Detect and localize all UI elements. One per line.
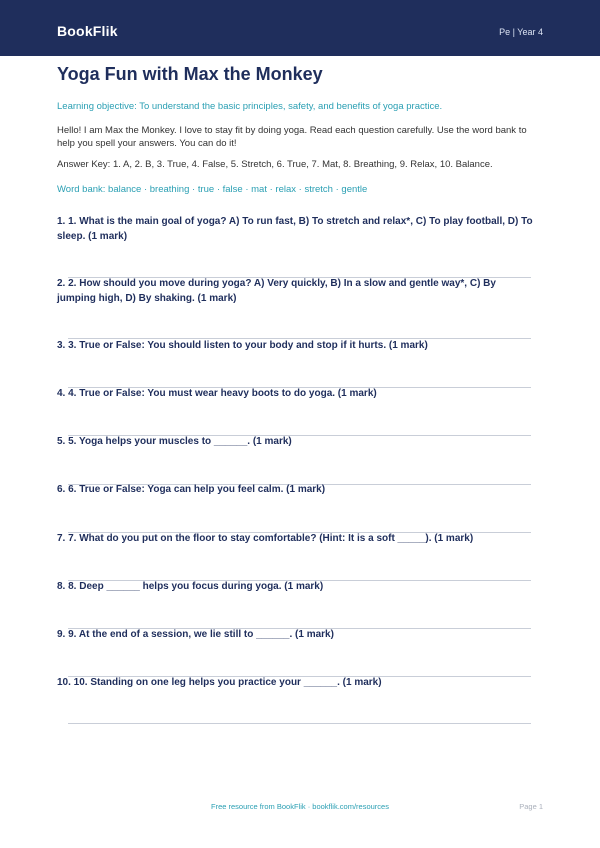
word-bank: Word bank: balance · breathing · true · false · mat · relax · stretch · gentle <box>57 184 368 195</box>
question-5: 5. 5. Yoga helps your muscles to ______. (1 mark) <box>57 436 292 447</box>
page-number: Page 1 <box>519 802 543 811</box>
learning-objective: Learning objective: To understand the basic principles, safety, and benefits of yoga practice. <box>57 101 443 112</box>
question-3: 3. 3. True or False: You should listen to your body and stop if it hurts. (1 mark) <box>57 340 428 351</box>
question-6: 6. 6. True or False: Yoga can help you feel calm. (1 mark) <box>57 484 326 495</box>
footer-credit[interactable]: Free resource from BookFlik · bookflik.com/resources <box>211 802 389 811</box>
question-2: 2. 2. How should you move during yoga? A) Very quickly, B) In a slow and gentle way*, C) By jumping high, D) By shaking. (1 mark) <box>57 278 496 304</box>
question-9: 9. 9. At the end of a session, we lie still to ______. (1 mark) <box>57 629 334 640</box>
question-4: 4. 4. True or False: You must wear heavy boots to do yoga. (1 mark) <box>57 388 377 399</box>
question-7: 7. 7. What do you put on the floor to stay comfortable? (Hint: It is a soft _____). (1 mark) <box>57 533 474 544</box>
question-10: 10. 10. Standing on one leg helps you practice your ______. (1 mark) <box>57 677 382 688</box>
subject-year-label: Pe | Year 4 <box>499 27 543 37</box>
worksheet-title: Yoga Fun with Max the Monkey <box>57 64 323 84</box>
question-8: 8. 8. Deep ______ helps you focus during yoga. (1 mark) <box>57 581 324 592</box>
brand-logo[interactable]: BookFlik <box>57 23 118 39</box>
question-1: 1. 1. What is the main goal of yoga? A) To run fast, B) To stretch and relax*, C) To play football, D) To sleep. (1 mark) <box>57 216 533 242</box>
intro-text: Hello! I am Max the Monkey. I love to stay fit by doing yoga. Read each question carefully. Use the word bank to help you spell your answers. You can do it! <box>57 125 527 149</box>
answer-key: Answer Key: 1. A, 2. B, 3. True, 4. False, 5. Stretch, 6. True, 7. Mat, 8. Breathing, 9. Relax, 10. Balance. <box>57 159 493 170</box>
header-bar <box>0 0 600 56</box>
answer-line-10[interactable] <box>68 723 531 724</box>
